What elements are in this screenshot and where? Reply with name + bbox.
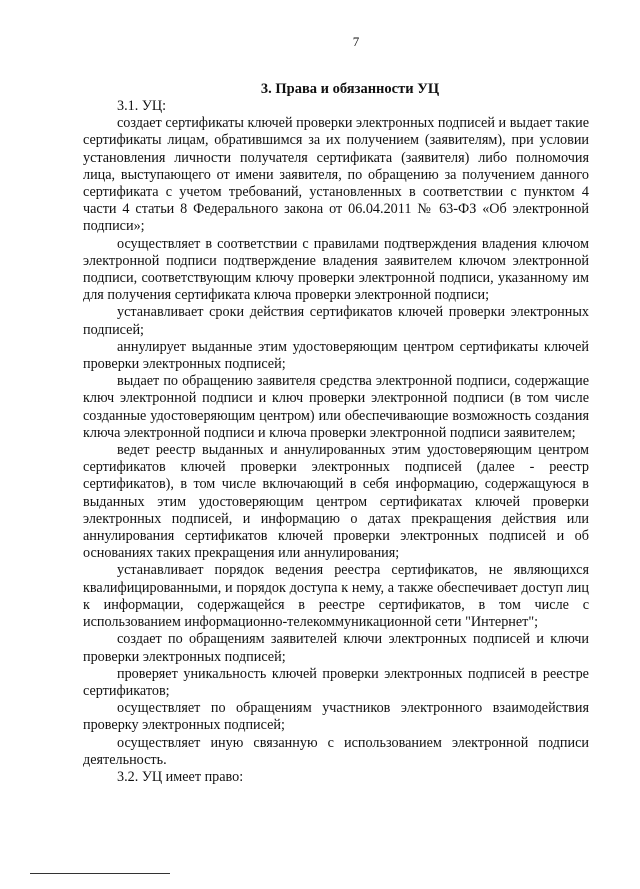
list-item-maintain-registry: ведет реестр выданных и аннулированных этим удостоверяющим центром сертификатов ключей проверки электронных подписей (далее - реестр сертификатов), в том числе включающий в себя информацию, содержащуюся в выданных этим удостоверяющим центром сертификатах ключей проверки электронных подписей, и информацию о датах прекращения действия или аннулирования сертификатов ключей проверки электронных подписей и об основаниях таких прекращения или аннулирования; xyxy=(83,442,589,562)
list-item-create-keys: создает по обращениям заявителей ключи электронных подписей и ключи проверки электронных подписей; xyxy=(83,631,589,665)
list-item-verify-signatures: осуществляет по обращениям участников электронного взаимодействия проверку электронных подписей; xyxy=(83,700,589,734)
clause-3-2: 3.2. УЦ имеет право: xyxy=(117,768,244,785)
list-item-confirm-key-ownership: осуществляет в соответствии с правилами подтверждения владения ключом электронной подписи подтверждение владения заявителем ключом электронной подписи, соответствующим ключу проверки электронной подписи, указанному им для получения сертификата ключа проверки электронной подписи; xyxy=(83,235,589,304)
section-title: 3. Права и обязанности УЦ xyxy=(260,81,440,97)
page-number: 7 xyxy=(352,34,360,49)
clause-3-1: 3.1. УЦ: xyxy=(117,98,167,114)
list-item-other-activity: осуществляет иную связанную с использованием электронной подписи деятельность. xyxy=(83,734,589,768)
list-item-check-uniqueness: проверяет уникальность ключей проверки электронных подписей в реестре сертификатов; xyxy=(83,665,589,699)
list-item-issue-signature-tools: выдает по обращению заявителя средства электронной подписи, содержащие ключ электронной подписи и ключ проверки электронной подписи (в том числе созданные удостоверяющим центром) или обеспечивающие возможность создания ключа электронной подписи и ключа проверки электронной подписи заявителем; xyxy=(83,373,589,441)
list-item-create-certificates: создает сертификаты ключей проверки электронных подписей и выдает такие сертификаты лицам, обратившимся за их получением (заявителям), при условии установления личности получателя сертификата (заявителя) либо полномочия лица, выступающего от имени заявителя, по обращению за получением данного сертификата с учетом требований, установленных в соответствии с пунктом 4 части 4 статьи 8 Федерального закона от 06.04.2011 № 63-ФЗ «Об электронной подписи»; xyxy=(83,115,589,235)
footnote-divider xyxy=(30,873,170,874)
list-item-set-validity: устанавливает сроки действия сертификатов ключей проверки электронных подписей; xyxy=(83,304,589,338)
list-item-registry-access: устанавливает порядок ведения реестра сертификатов, не являющихся квалифицированными, и порядок доступа к нему, а также обеспечивает доступ лиц к информации, содержащейся в реестре сертификатов, в том числе с использованием информационно-телекоммуникационной сети "Интернет"; xyxy=(83,562,589,631)
document-body xyxy=(83,80,589,786)
list-item-revoke: аннулирует выданные этим удостоверяющим центром сертификаты ключей проверки электронных подписей; xyxy=(83,338,589,373)
